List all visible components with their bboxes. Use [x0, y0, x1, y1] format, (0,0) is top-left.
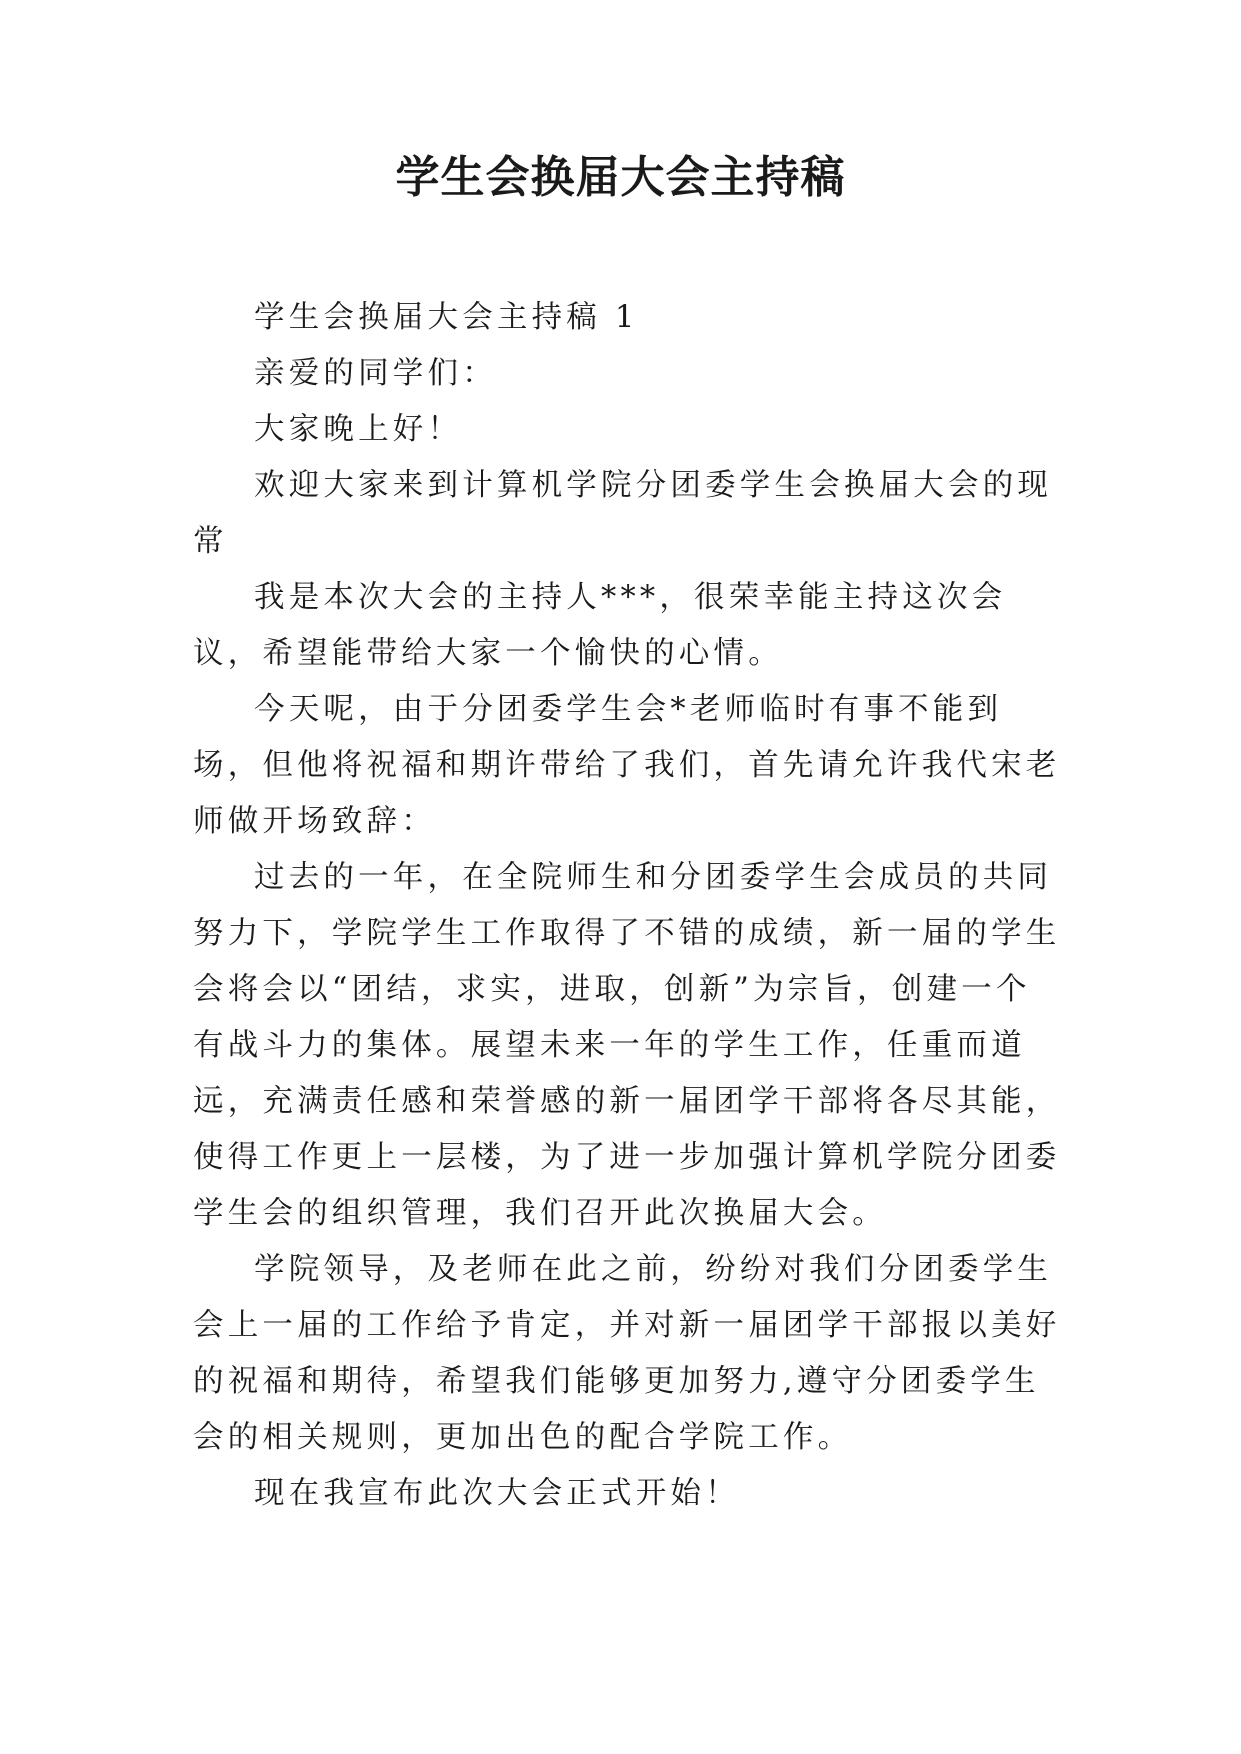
paragraph-host-intro: 我是本次大会的主持人***，很荣幸能主持这次会议，希望能带给大家一个愉快的心情。	[193, 580, 1007, 671]
paragraph-review: 过去的一年，在全院师生和分团委学生会成员的共同努力下，学院学生工作取得了不错的成绩，新一届的学生会将会以“团结，求实，进取，创新”为宗旨，创建一个有战斗力的集体。展望未来一年的学生工作，任重而道远，充满责任感和荣誉感的新一届团学干部将各尽其能，使得工作更上一层楼，为了进一步加强计算机学院分团委学生会的组织管理，我们召开此次换届大会。	[193, 860, 1061, 1231]
paragraph-salutation: 亲爱的同学们：	[254, 356, 497, 391]
paragraph-announce-start: 现在我宣布此次大会正式开始！	[254, 1476, 740, 1511]
paragraph-welcome: 欢迎大家来到计算机学院分团委学生会换届大会的现常	[193, 468, 1053, 559]
paragraph-leaders: 学院领导，及老师在此之前，纷纷对我们分团委学生会上一届的工作给予肯定，并对新一届团学干部报以美好的祝福和期待，希望我们能够更加努力,遵守分团委学生会的相关规则，更加出色的配合学院工作。	[193, 1252, 1061, 1455]
paragraph-teacher-absent: 今天呢，由于分团委学生会*老师临时有事不能到场，但他将祝福和期许带给了我们，首先请允许我代宋老师做开场致辞：	[193, 692, 1061, 839]
document-body	[193, 290, 1063, 1522]
paragraph-greeting: 大家晚上好！	[254, 412, 463, 447]
document-title: 学生会换届大会主持稿	[395, 152, 846, 203]
paragraph-subtitle: 学生会换届大会主持稿 1	[254, 300, 639, 335]
